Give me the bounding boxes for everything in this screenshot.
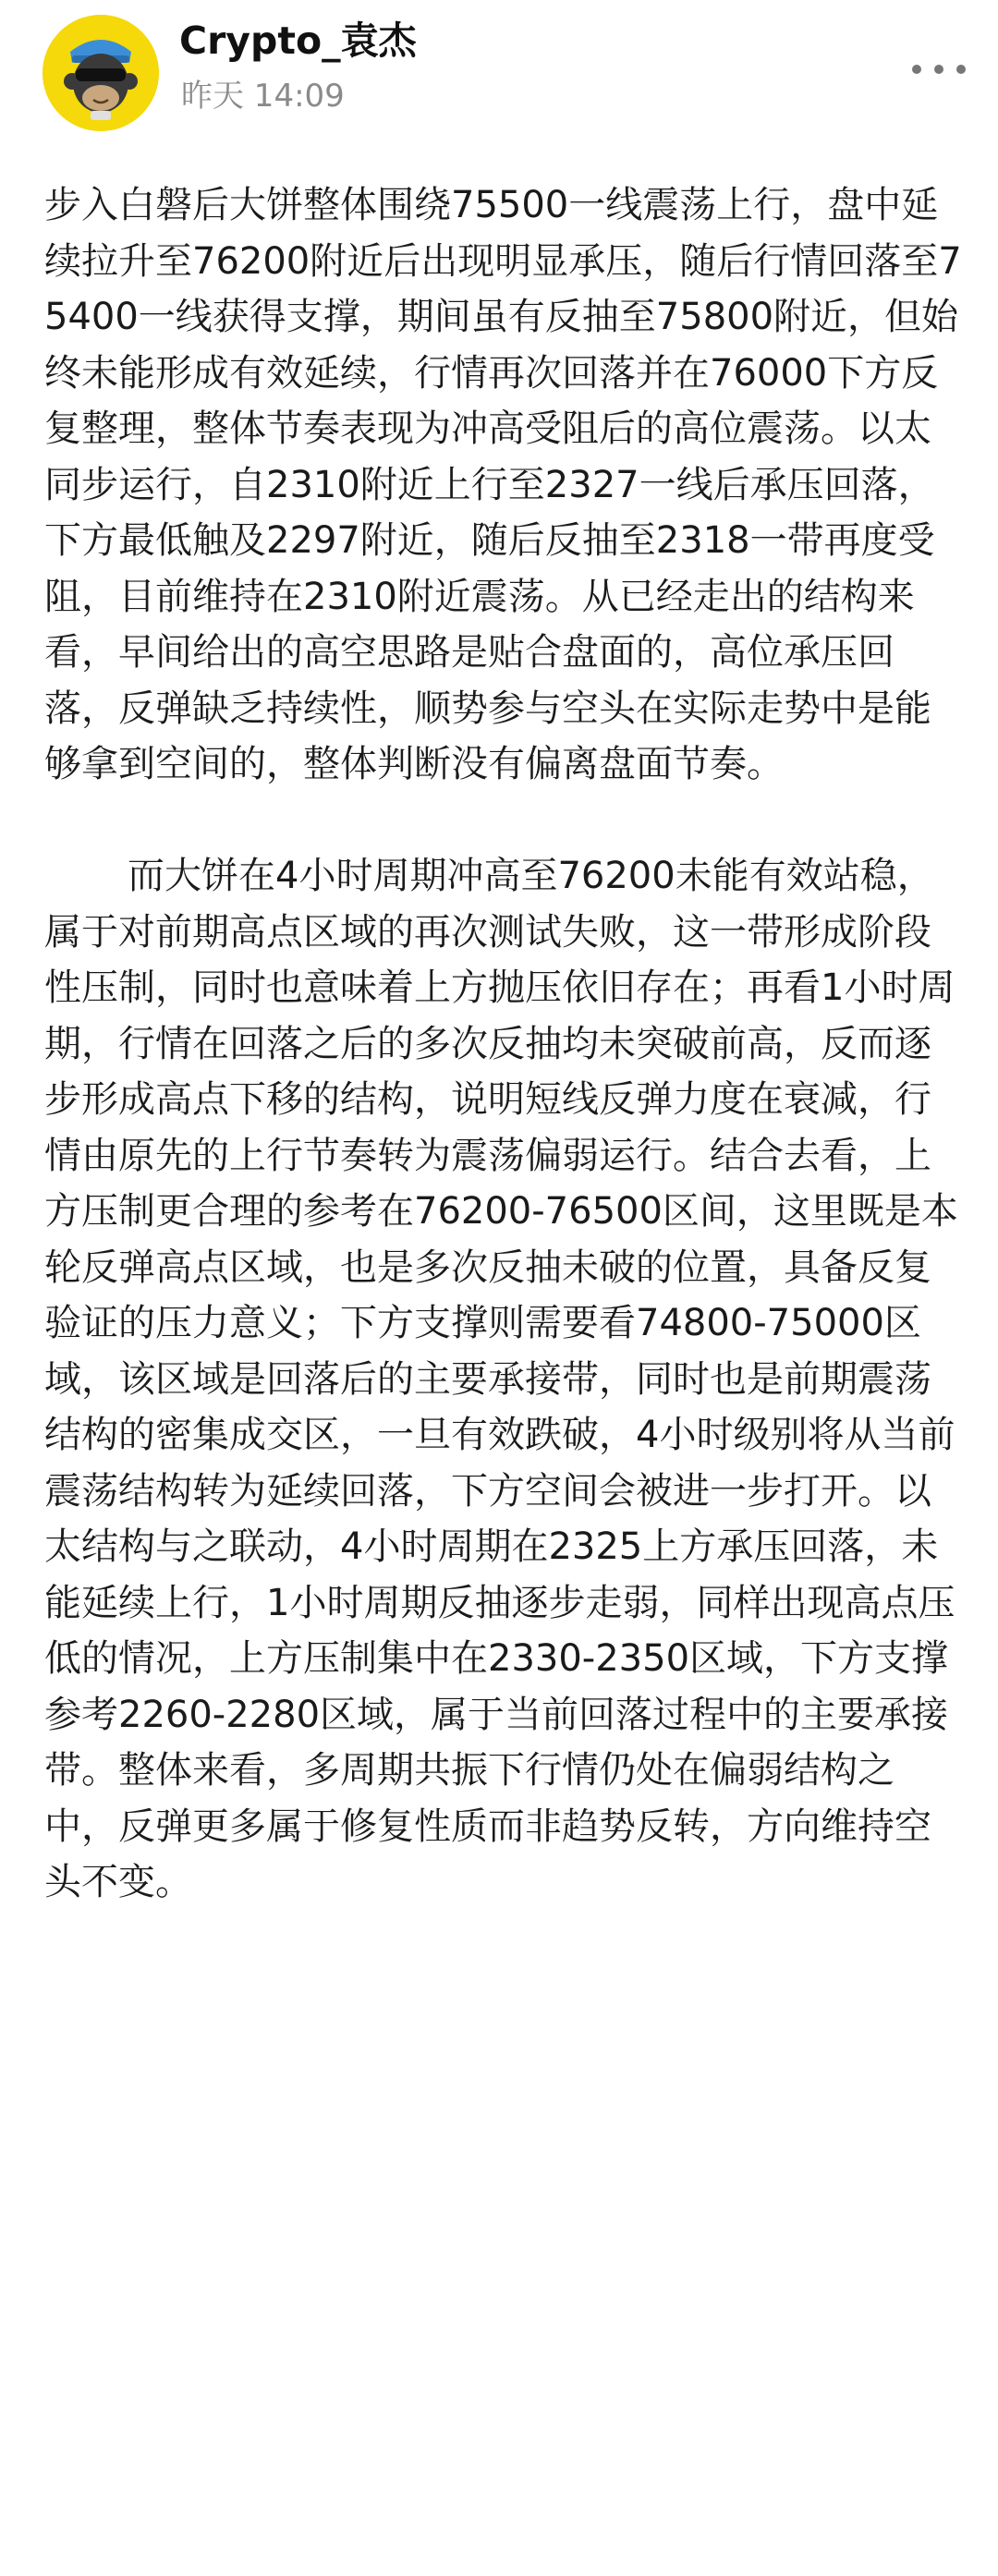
paragraph-spacer [44, 793, 963, 849]
post-paragraph-2: 而大饼在4小时周期冲高至76200未能有效站稳，属于对前期高点区域的再次测试失败，这一带形成阶段性压制，同时也意味着上方抛压依旧存在；再看1小时周期，行情在回落之后的多次反抽均未突破前高，反而逐步形成高点下移的结构，说明短线反弹力度在衰减，行情由原先的上行节奏转为震荡偏弱运行。结合去看，上方压制更合理的参考在76200-76500区间，这里既是本轮反弹高点区域，也是多次反抽未破的位置，具备反复验证的压力意义；下方支撑则需要看74800-75000区域，该区域是回落后的主要承接带，同时也是前期震荡结构的密集成交区，一旦有效跌破，4小时级别将从当前震荡结构转为延续回落，下方空间会被进一步打开。以太结构与之联动，4小时周期在2325上方承压回落，未能延续上行，1小时周期反抽逐步走弱，同样出现高点压低的情况，上方压制集中在2330-2350区域，下方支撑参考2260-2280区域，属于当前回落过程中的主要承接带。整体来看，多周期共振下行情仍处在偏弱结构之中，反弹更多属于修复性质而非趋势反转，方向维持空头不变。 [44, 855, 958, 1903]
post-timestamp: 昨天 14:09 [181, 78, 345, 115]
more-dot [956, 65, 966, 74]
avatar[interactable] [43, 15, 159, 131]
post-body [44, 177, 963, 1911]
monkey-avatar-icon [43, 15, 159, 131]
more-options-button[interactable] [910, 55, 968, 83]
author-name[interactable]: Crypto_袁杰 [179, 18, 417, 63]
more-dot [934, 65, 943, 74]
more-horizontal-icon [912, 65, 921, 74]
post-header [0, 0, 998, 148]
post-paragraph-1: 步入白磐后大饼整体围绕75500一线震荡上行，盘中延续拉升至76200附近后出现明显承压，随后行情回落至75400一线获得支撑，期间虽有反抽至75800附近，但始终未能形成有效延续，行情再次回落并在76000下方反复整理，整体节奏表现为冲高受阻后的高位震荡。以太同步运行，自2310附近上行至2327一线后承压回落，下方最低触及2297附近，随后反抽至2318一带再度受阻，目前维持在2310附近震荡。从已经走出的结构来看，早间给出的高空思路是贴合盘面的，高位承压回落，反弹缺乏持续性，顺势参与空头在实际走势中是能够拿到空间的，整体判断没有偏离盘面节奏。 [44, 184, 962, 785]
